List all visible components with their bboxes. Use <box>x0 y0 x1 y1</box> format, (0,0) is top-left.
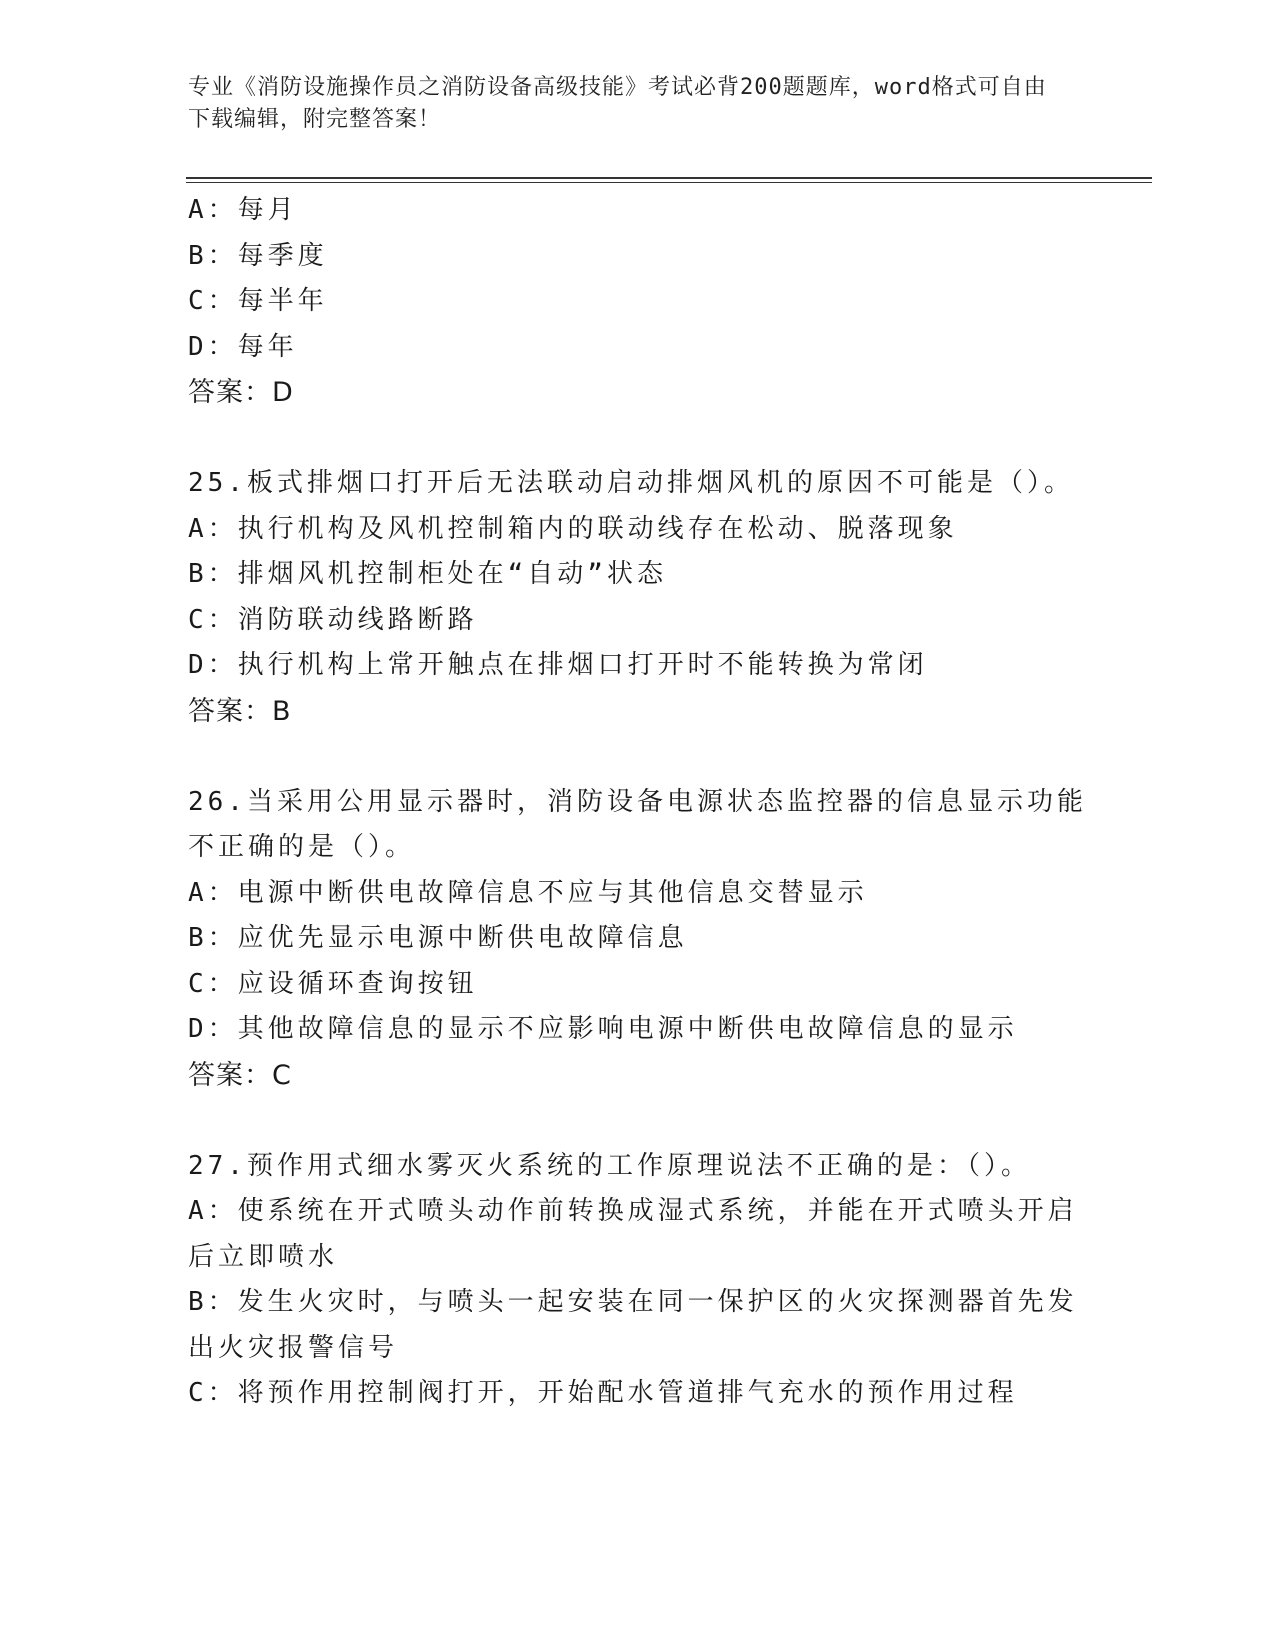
question-stem: 25.板式排烟口打开后无法联动启动排烟风机的原因不可能是（）。 <box>188 468 1074 498</box>
question-block <box>188 1144 1088 1417</box>
option-c: C：每半年 <box>188 286 328 316</box>
answer: 答案：C <box>188 1059 292 1091</box>
option-b: B：每季度 <box>188 240 328 271</box>
option-d: D：其他故障信息的显示不应影响电源中断供电故障信息的显示 <box>188 1014 1018 1044</box>
option-a: A：执行机构及风机控制箱内的联动线存在松动、脱落现象 <box>188 513 958 544</box>
option-d: D：执行机构上常开触点在排烟口打开时不能转换为常闭 <box>188 650 928 680</box>
answer: 答案：D <box>188 377 294 408</box>
option-c: C：将预作用控制阀打开，开始配水管道排气充水的预作用过程 <box>188 1378 1018 1408</box>
document-header: 专业《消防设施操作员之消防设备高级技能》考试必背200题题库，word格式可自由下载编辑，附完整答案！ <box>188 75 1047 132</box>
option-b: B：应优先显示电源中断供电故障信息 <box>188 923 688 953</box>
question-stem: 27.预作用式细水雾灭火系统的工作原理说法不正确的是：（）。 <box>188 1150 1031 1181</box>
spacer <box>188 416 1088 462</box>
question-stem: 26.当采用公用显示器时，消防设备电源状态监控器的信息显示功能不正确的是（）。 <box>188 786 1087 862</box>
header-rule-thin <box>186 182 1152 183</box>
option-a: A：使系统在开式喷头动作前转换成湿式系统，并能在开式喷头开启后立即喷水 <box>188 1196 1078 1272</box>
option-d: D：每年 <box>188 331 298 362</box>
question-block <box>188 780 1088 1099</box>
spacer <box>188 1098 1088 1144</box>
answer: 答案：B <box>188 695 292 727</box>
option-c: C：应设循环查询按钮 <box>188 968 478 999</box>
option-c: C：消防联动线路断路 <box>188 604 478 635</box>
option-b: B：排烟风机控制柜处在“自动”状态 <box>188 559 667 589</box>
question-block <box>188 188 1088 416</box>
header-rule-thick <box>186 177 1152 179</box>
spacer <box>188 734 1088 780</box>
option-a: A：电源中断供电故障信息不应与其他信息交替显示 <box>188 877 868 908</box>
question-list <box>188 188 1088 1417</box>
option-b: B：发生火灾时，与喷头一起安装在同一保护区的火灾探测器首先发出火灾报警信号 <box>188 1287 1078 1363</box>
option-a: A：每月 <box>188 195 298 225</box>
question-block <box>188 461 1088 734</box>
